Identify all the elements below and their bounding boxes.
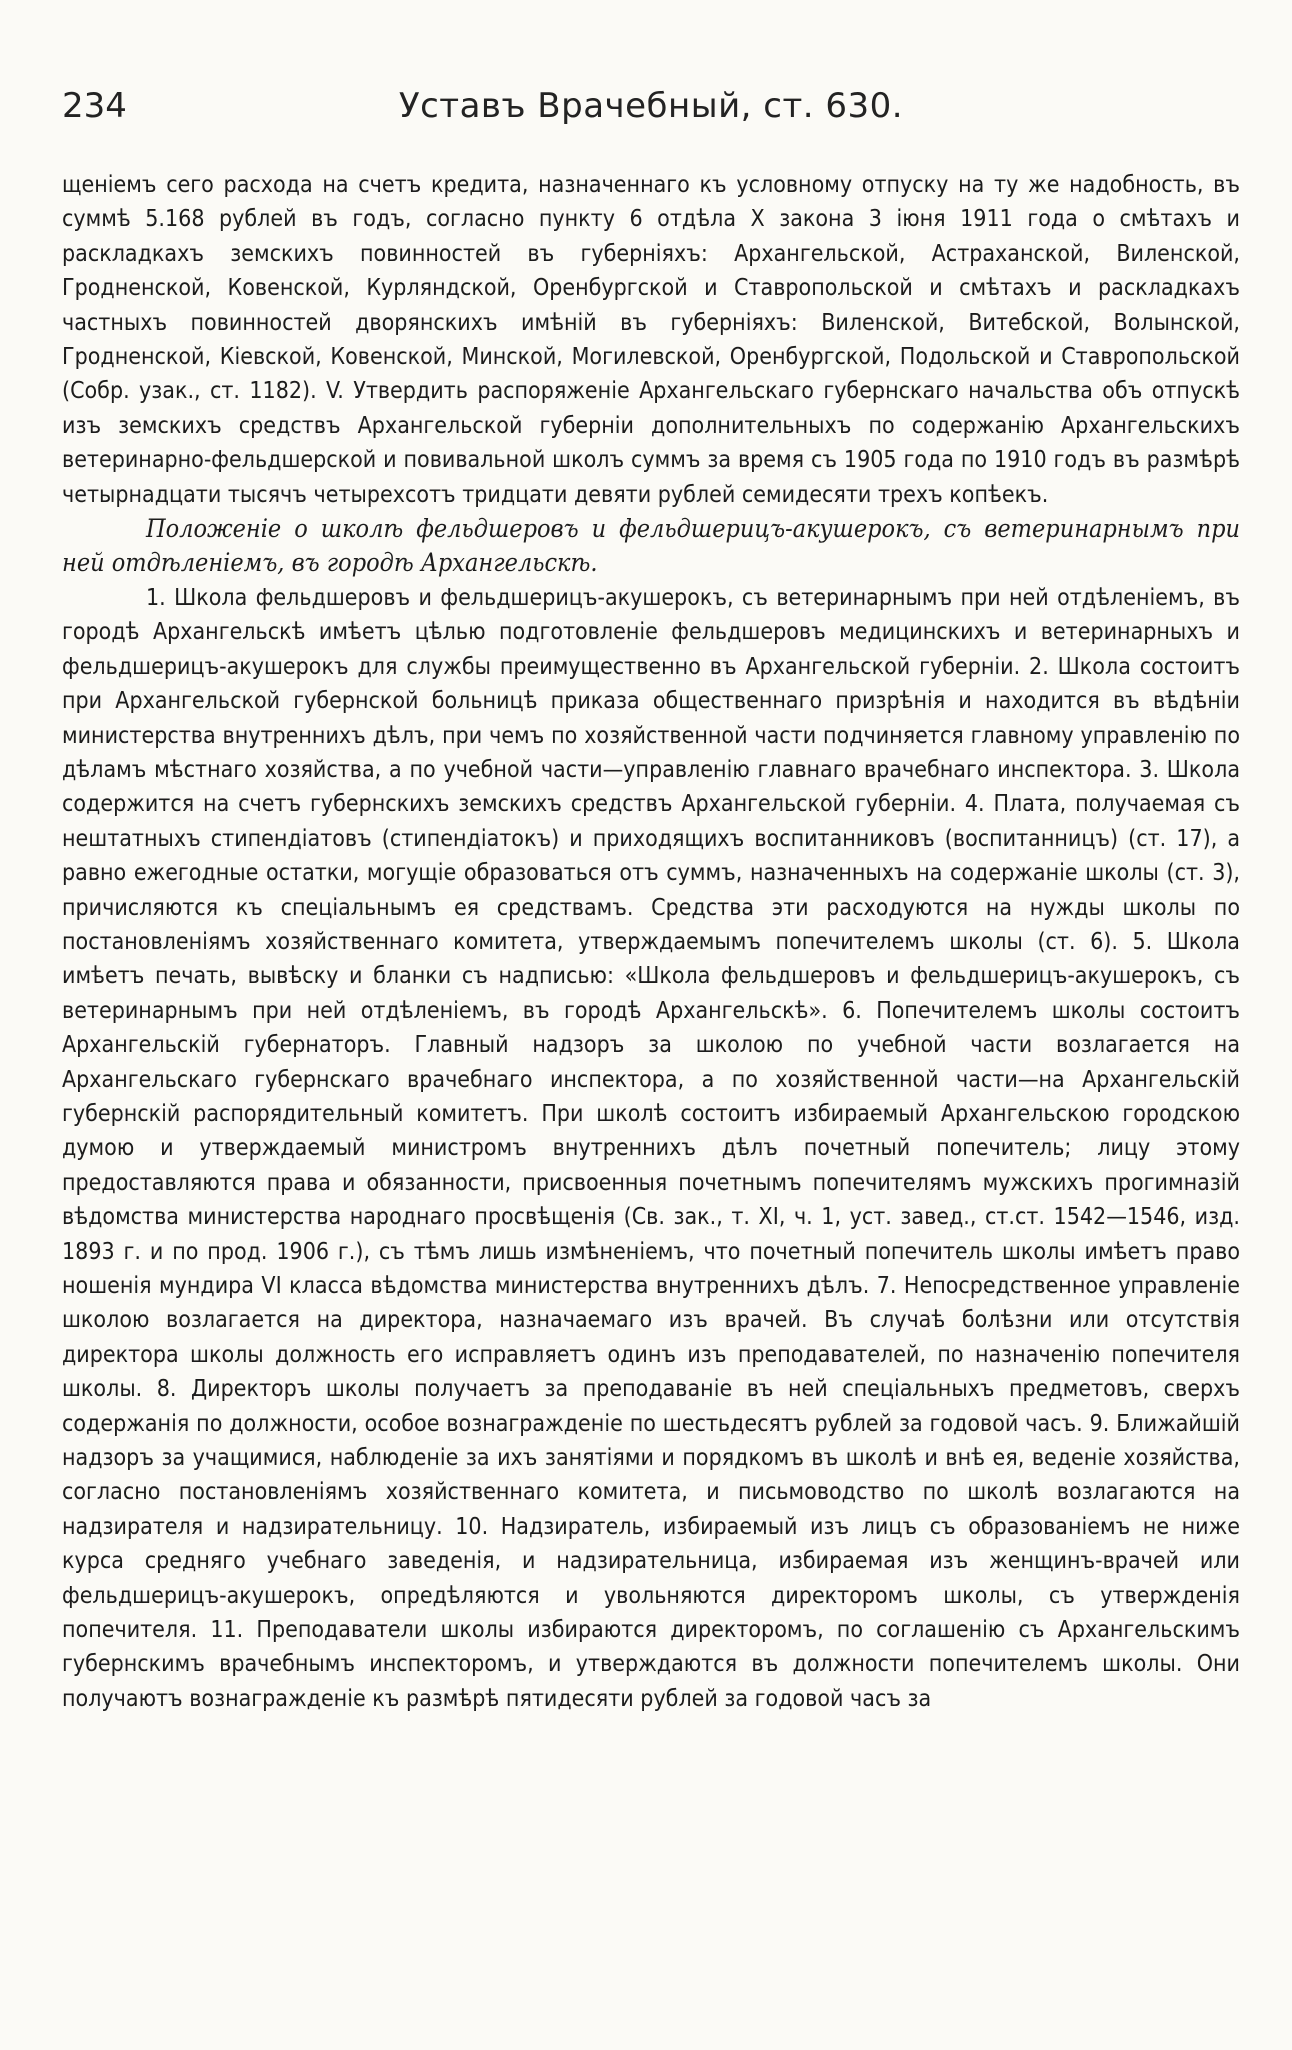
body-text	[62, 168, 1240, 1716]
running-title: Уставъ Врачебный, ст. 630.	[398, 86, 904, 126]
paragraph-continuation: щеніемъ сего расхода на счетъ кредита, назначеннаго къ условному отпуску на ту же надобность, въ суммѣ 5.168 рублей въ годъ, согласно пункту 6 отдѣла X закона 3 іюня 1911 года о смѣтахъ и раскладкахъ земскихъ повинностей въ губерніяхъ: Архангельской, Астраханской, Виленской, Гродненской, Ковенской, Курляндской, Оренбургской и Ставропольской и смѣтахъ и раскладкахъ частныхъ повинностей дворянскихъ имѣній въ губерніяхъ: Виленской, Витебской, Волынской, Гродненской, Кіевской, Ковенской, Минской, Могилевской, Оренбургской, Подольской и Ставропольской (Собр. узак., ст. 1182). V. Утвердить распоряженіе Архангельскаго губернскаго начальства объ отпускѣ изъ земскихъ средствъ Архангельской губерніи дополнительныхъ по содержанію Архангельскихъ ветеринарно-фельдшерской и повивальной школъ суммъ за время съ 1905 года по 1910 годъ въ размѣрѣ четырнадцати тысячъ четырехсотъ тридцати девяти рублей семидесяти трехъ копѣекъ.	[62, 172, 1240, 508]
running-head	[62, 76, 1240, 136]
section-heading: Положеніе о школѣ фельдшеровъ и фельдшерицъ-акушерокъ, съ ветеринарнымъ при ней отдѣленіемъ, въ городѣ Архангельскѣ.	[62, 514, 1240, 578]
paragraph-statute: 1. Школа фельдшеровъ и фельдшерицъ-акушерокъ, съ ветеринарнымъ при ней отдѣленіемъ, въ городѣ Архангельскѣ имѣетъ цѣлью подготовленіе фельдшеровъ медицинскихъ и ветеринарныхъ и фельдшерицъ-акушерокъ для службы преимущественно въ Архангельской губерніи. 2. Школа состоитъ при Архангельской губернской больницѣ приказа общественнаго призрѣнія и находится въ вѣдѣніи министерства внутреннихъ дѣлъ, при чемъ по хозяйственной части подчиняется главному управленію по дѣламъ мѣстнаго хозяйства, а по учебной части—управленію главнаго врачебнаго инспектора. 3. Школа содержится на счетъ губернскихъ земскихъ средствъ Архангельской губерніи. 4. Плата, получаемая съ нештатныхъ стипендіатовъ (стипендіатокъ) и приходящихъ воспитанниковъ (воспитанницъ) (ст. 17), а равно ежегодные остатки, могущіе образоваться отъ суммъ, назначенныхъ на содержаніе школы (ст. 3), причисляются къ спеціальнымъ ея средствамъ. Средства эти расходуются на нужды школы по постановленіямъ хозяйственнаго комитета, утверждаемымъ попечителемъ школы (ст. 6). 5. Школа имѣетъ печать, вывѣску и бланки съ надписью: «Школа фельдшеровъ и фельдшерицъ-акушерокъ, съ ветеринарнымъ при ней отдѣленіемъ, въ городѣ Архангельскѣ». 6. Попечителемъ школы состоитъ Архангельскій губернаторъ. Главный надзоръ за школою по учебной части возлагается на Архангельскаго губернскаго врачебнаго инспектора, а по хозяйственной части—на Архангельскій губернскій распорядительный комитетъ. При школѣ состоитъ избираемый Архангельскою городскою думою и утверждаемый министромъ внутреннихъ дѣлъ почетный попечитель; лицу этому предоставляются права и обязанности, присвоенныя почетнымъ попечителямъ мужскихъ прогимназій вѣдомства министерства народнаго просвѣщенія (Св. зак., т. XI, ч. 1, уст. завед., ст.ст. 1542—1546, изд. 1893 г. и по прод. 1906 г.), съ тѣмъ лишь измѣненіемъ, что почетный попечитель школы имѣетъ право ношенія мундира VI класса вѣдомства министерства внутреннихъ дѣлъ. 7. Непосредственное управленіе школою возлагается на директора, назначаемаго изъ врачей. Въ случаѣ болѣзни или отсутствія директора школы должность его исправляетъ одинъ изъ преподавателей, по назначенію попечителя школы. 8. Директоръ школы получаетъ за преподаваніе въ ней спеціальныхъ предметовъ, сверхъ содержанія по должности, особое вознагражденіе по шестьдесятъ рублей за годовой часъ. 9. Ближайшій надзоръ за учащимися, наблюденіе за ихъ занятіями и порядкомъ въ школѣ и внѣ ея, веденіе хозяйства, согласно постановленіямъ хозяйственнаго комитета, и письмоводство по школѣ возлагаются на надзирателя и надзирательницу. 10. Надзиратель, избираемый изъ лицъ съ образованіемъ не ниже курса средняго учебнаго заведенія, и надзирательница, избираемая изъ женщинъ-врачей или фельдшерицъ-акушерокъ, опредѣляются и увольняются директоромъ школы, съ утвержденія попечителя. 11. Преподаватели школы избираются директоромъ, по соглашенію съ Архангельскимъ губернскимъ врачебнымъ инспекторомъ, и утверждаются въ должности попечителемъ школы. Они получаютъ вознагражденіе къ размѣрѣ пятидесяти рублей за годовой часъ за	[62, 584, 1240, 1712]
page	[62, 0, 1240, 2050]
page-number: 234	[62, 86, 127, 126]
